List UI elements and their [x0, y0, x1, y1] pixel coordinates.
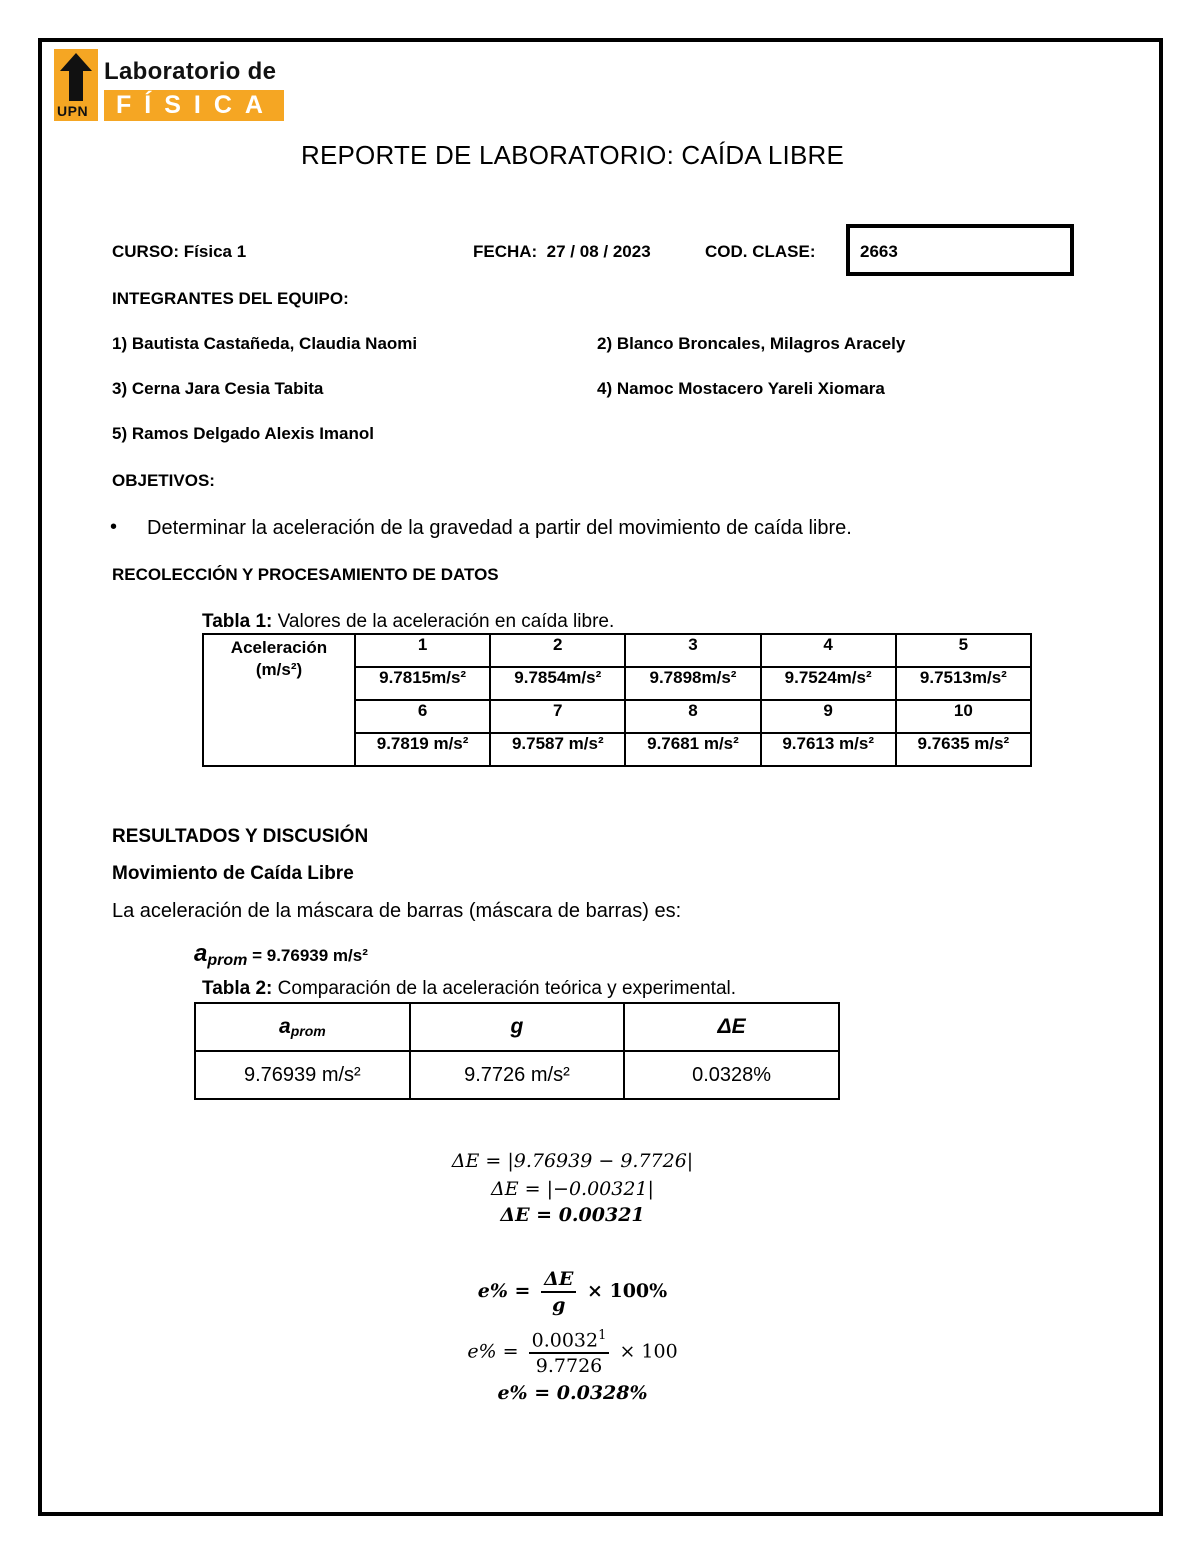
percent-error-rhs: × 100%: [586, 1280, 668, 1302]
trial-number: 3: [625, 634, 760, 667]
trial-value: 9.7587 m/s²: [490, 733, 625, 766]
class-code-label: COD. CLASE:: [705, 242, 816, 261]
logo-lab-text: Laboratorio de: [104, 58, 277, 85]
substitution-numerator-value: 0.0032: [531, 1329, 599, 1352]
results-heading: RESULTADOS Y DISCUSIÓN: [112, 826, 369, 847]
trial-value: 9.7613 m/s²: [761, 733, 896, 766]
acceleration-header-unit: (m/s²): [255, 660, 303, 679]
trial-number: 2: [490, 634, 625, 667]
aprom-symbol: a: [194, 940, 208, 967]
substitution-lhs: e% =: [467, 1340, 519, 1363]
logo-fisica-text: FÍSICA: [104, 90, 284, 121]
table1-caption-label: Tabla 1:: [202, 611, 273, 632]
trial-number: 8: [625, 700, 760, 733]
page-title: REPORTE DE LABORATORIO: CAÍDA LIBRE: [300, 140, 845, 170]
date-value: 27 / 08 / 2023: [546, 242, 651, 261]
results-subheading: Movimiento de Caída Libre: [112, 863, 354, 884]
objectives-heading: OBJETIVOS:: [112, 471, 215, 490]
substitution-denominator: 9.7726: [535, 1355, 603, 1378]
acceleration-header-cell: [203, 634, 355, 766]
class-code-value: 2663: [860, 242, 898, 261]
bullet-icon: •: [110, 516, 118, 538]
aprom-header-symbol: a: [279, 1015, 291, 1038]
team-member: 1) Bautista Castañeda, Claudia Naomi: [112, 334, 418, 353]
table2-caption-label: Tabla 2:: [202, 978, 273, 999]
delta-e-header: ΔE: [624, 1003, 839, 1051]
trial-value: 9.7819 m/s²: [355, 733, 490, 766]
acceleration-table: [202, 633, 1032, 767]
date-line: [473, 242, 651, 262]
delta-e-equation-1: ΔE = |9.76939 − 9.7726|: [451, 1150, 694, 1172]
date-label: FECHA:: [473, 242, 538, 261]
trial-value: 9.7815m/s²: [355, 667, 490, 700]
substitution-numerator: [529, 1328, 610, 1354]
percent-error-lhs: e% =: [477, 1280, 531, 1302]
substitution-numerator-superscript: 1: [598, 1328, 607, 1343]
team-heading: INTEGRANTES DEL EQUIPO:: [112, 289, 349, 308]
trial-number: 9: [761, 700, 896, 733]
trial-number: 5: [896, 634, 1031, 667]
comparison-table: [194, 1002, 840, 1100]
team-member: 2) Blanco Broncales, Milagros Aracely: [597, 334, 906, 353]
delta-e-equation-2: ΔE = |−0.00321|: [491, 1178, 654, 1200]
aprom-line: [194, 940, 368, 968]
table1-caption: [202, 611, 614, 633]
trial-number: 6: [355, 700, 490, 733]
percent-error-result: e% = 0.0328%: [497, 1382, 648, 1404]
acceleration-header-label: Aceleración: [230, 638, 328, 657]
g-header: g: [410, 1003, 625, 1051]
data-heading: RECOLECCIÓN Y PROCESAMIENTO DE DATOS: [112, 565, 499, 584]
trial-number: 1: [355, 634, 490, 667]
g-value-cell: 9.7726 m/s²: [410, 1051, 625, 1099]
fraction-denominator: g: [552, 1294, 566, 1316]
substitution-fraction: [529, 1328, 610, 1377]
aprom-header: [195, 1003, 410, 1051]
trial-value: 9.7513m/s²: [896, 667, 1031, 700]
table2-caption: [202, 978, 736, 1000]
trial-number: 7: [490, 700, 625, 733]
delta-e-value-cell: 0.0328%: [624, 1051, 839, 1099]
table2-caption-text: Comparación de la aceleración teórica y experimental.: [272, 978, 737, 999]
percent-error-fraction: [541, 1268, 576, 1316]
trial-value: 9.7681 m/s²: [625, 733, 760, 766]
trial-number: 4: [761, 634, 896, 667]
aprom-value-cell: 9.76939 m/s²: [195, 1051, 410, 1099]
delta-e-equation-3: ΔE = 0.00321: [500, 1204, 645, 1226]
course-label: CURSO:: [112, 242, 180, 261]
course-line: [112, 242, 246, 262]
objective-item: Determinar la aceleración de la gravedad a partir del movimiento de caída libre.: [147, 517, 852, 539]
trial-number: 10: [896, 700, 1031, 733]
results-intro: La aceleración de la máscara de barras (máscara de barras) es:: [112, 900, 682, 922]
team-member: 3) Cerna Jara Cesia Tabita: [112, 379, 324, 398]
percent-error-formula: [0, 1268, 1145, 1316]
substitution-rhs: × 100: [619, 1340, 678, 1363]
trial-value: 9.7898m/s²: [625, 667, 760, 700]
upn-badge: UPN: [57, 103, 89, 119]
trial-value: 9.7524m/s²: [761, 667, 896, 700]
team-member: 4) Namoc Mostacero Yareli Xiomara: [597, 379, 885, 398]
percent-error-substitution: [0, 1328, 1145, 1377]
aprom-subscript: prom: [207, 952, 248, 969]
aprom-header-subscript: prom: [290, 1023, 326, 1039]
trial-value: 9.7635 m/s²: [896, 733, 1031, 766]
table1-caption-text: Valores de la aceleración en caída libre.: [272, 611, 615, 632]
course-value: Física 1: [183, 242, 247, 261]
fraction-numerator: ΔE: [541, 1268, 576, 1293]
trial-value: 9.7854m/s²: [490, 667, 625, 700]
aprom-value: = 9.76939 m/s²: [247, 946, 368, 965]
team-member: 5) Ramos Delgado Alexis Imanol: [112, 424, 374, 443]
